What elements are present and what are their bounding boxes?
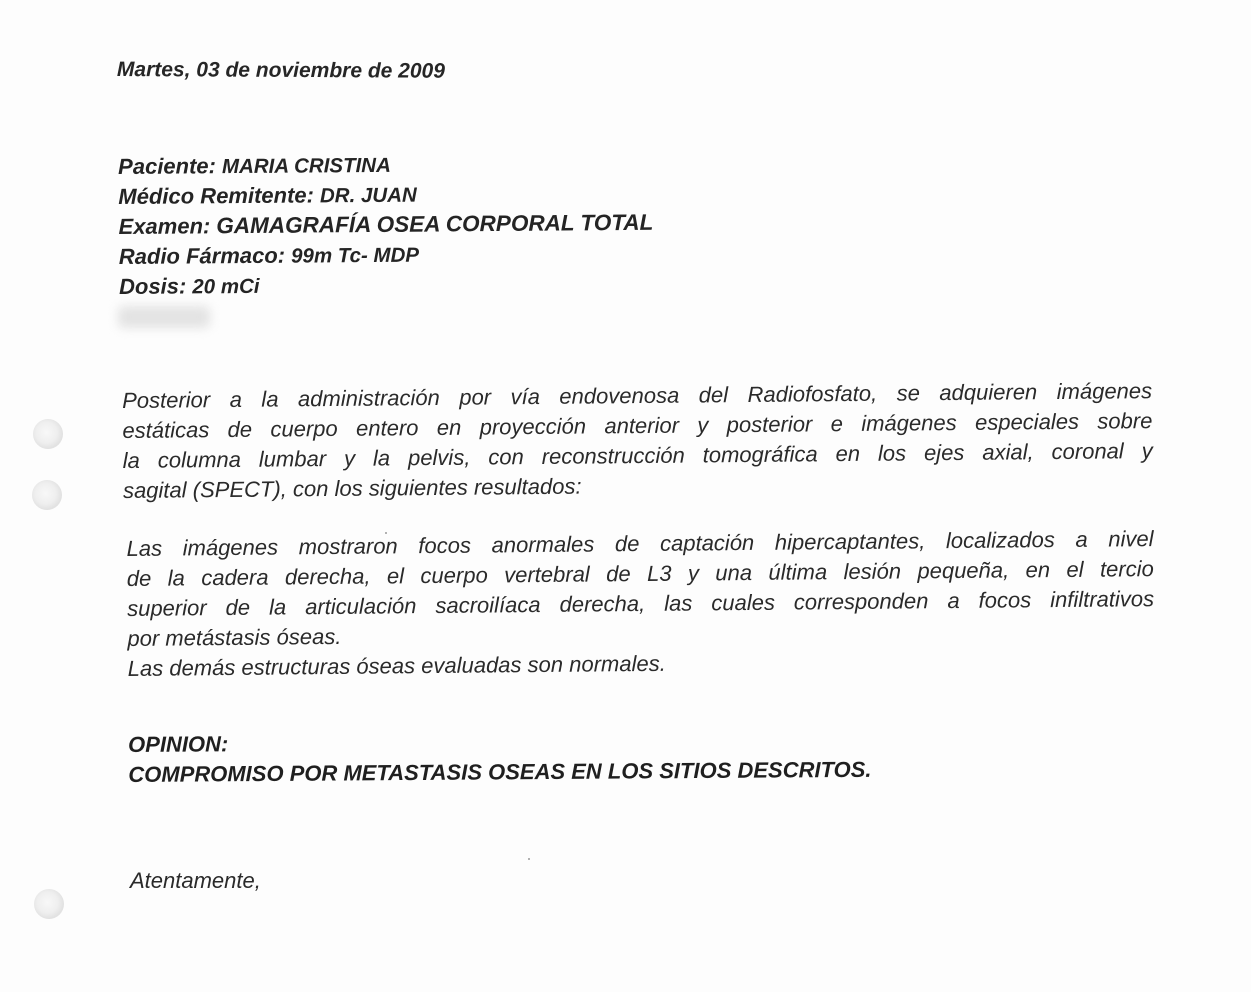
paragraph-line: Las imágenes mostraron focos anormales de captación hipercaptantes, localizados a nivel <box>126 526 1154 561</box>
scan-speck <box>528 858 530 860</box>
paragraph-line: Las demás estructuras óseas evaluadas son normales. <box>127 650 666 681</box>
opinion-text: COMPROMISO POR METASTASIS OSEAS EN LOS SITIOS DESCRITOS. <box>128 756 872 787</box>
exam-label: Examen: <box>118 213 211 239</box>
report-body <box>122 376 1155 684</box>
paragraph-line: Posterior a la administración por vía endovenosa del Radiofosfato, se adquieren imágenes <box>122 378 1153 413</box>
dose-line <box>119 266 819 301</box>
paragraph-line: sagital (SPECT), con los siguientes resultados: <box>122 473 582 503</box>
doctor-label: Médico Remitente: <box>118 182 315 209</box>
paragraph-line: de la cadera derecha, el cuerpo vertebral de L3 y una última lesión pequeña, en el tercio <box>126 556 1154 591</box>
pharma-value: 99m Tc- MDP <box>290 243 420 268</box>
doctor-value: DR. JUAN <box>319 183 417 208</box>
dose-value: 20 mCi <box>192 274 260 299</box>
redacted-area <box>118 306 210 328</box>
punch-hole-middle <box>32 480 62 510</box>
paragraph-line: la columna lumbar y la pelvis, con reconstrucción tomográfica en los ejes axial, coronal y <box>122 438 1153 473</box>
opinion-title: OPINION: <box>128 731 229 757</box>
pharma-label: Radio Fármaco: <box>118 242 286 269</box>
patient-label: Paciente: <box>118 153 217 179</box>
patient-value: MARIA CRISTINA <box>221 153 391 179</box>
report-header <box>118 147 819 302</box>
punch-hole-bottom <box>34 889 64 919</box>
exam-value: GAMAGRAFÍA OSEA CORPORAL TOTAL <box>216 209 654 239</box>
opinion-section <box>128 724 1028 790</box>
findings-paragraph <box>123 524 1154 654</box>
report-date: Martes, 03 de noviembre de 2009 <box>116 58 445 83</box>
punch-hole-top <box>33 419 63 449</box>
dose-label: Dosis: <box>118 273 187 299</box>
closing-text: Atentamente, <box>130 868 261 893</box>
paragraph-line: estáticas de cuerpo entero en proyección anterior y posterior e imágenes especiales sobre <box>122 408 1153 443</box>
paragraph-line: superior de la articulación sacroilíaca derecha, las cuales corresponden a focos infiltrativos <box>127 586 1155 621</box>
procedure-paragraph <box>122 376 1153 506</box>
paragraph-line: por metástasis óseas. <box>127 623 342 651</box>
